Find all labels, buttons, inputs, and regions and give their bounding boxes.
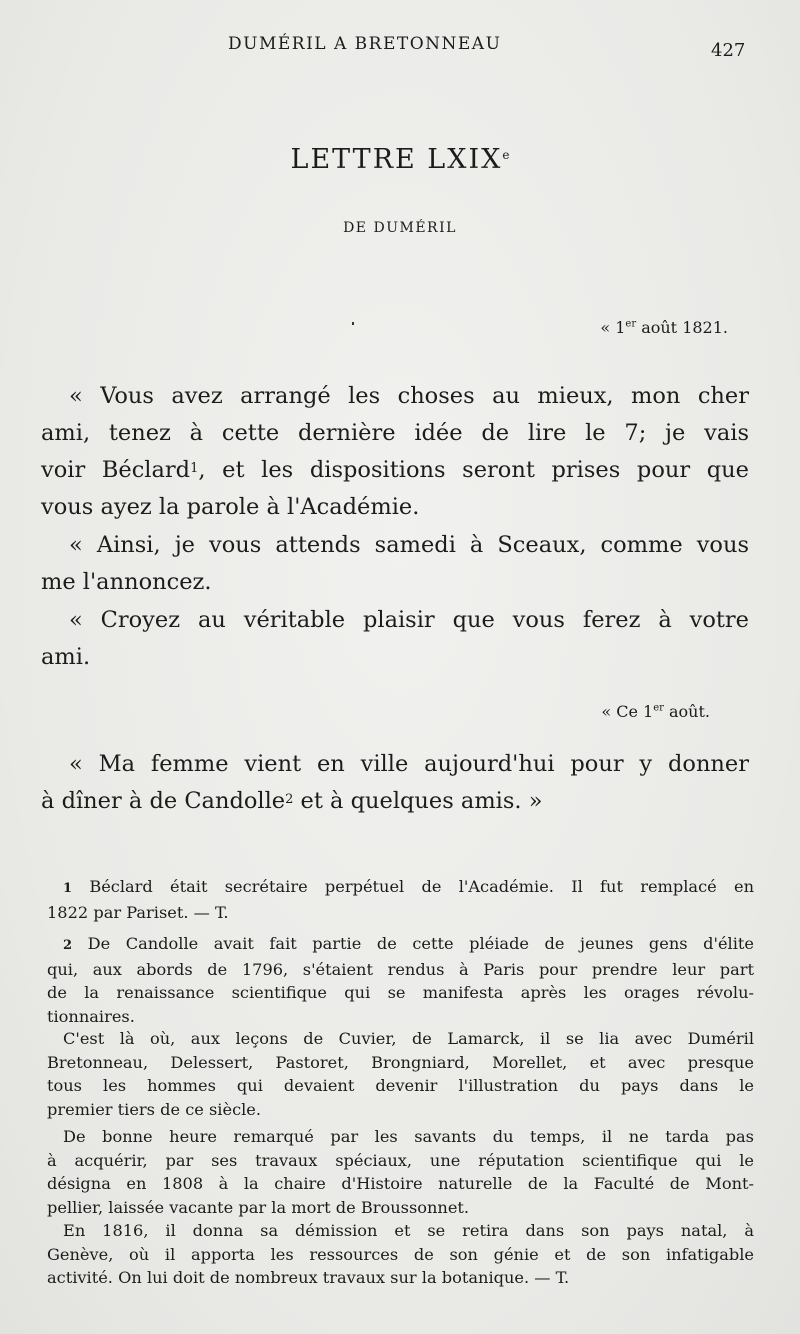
letter-subtitle: DE DUMÉRIL	[343, 220, 457, 236]
footnote-2-line-4: tionnaires.	[47, 1006, 135, 1026]
footnote-2-line-2: qui, aux abords de 1796, s'étaient rendus à Paris pour prendre leur part	[47, 959, 754, 979]
paragraph-4-line-2	[41, 783, 749, 820]
paragraph-1-line-1: « Vous avez arrangé les choses au mieux, mon cher	[69, 383, 749, 409]
letter-title-suffix: e	[502, 148, 510, 162]
footnote-1	[47, 875, 754, 924]
paragraph-1	[41, 378, 749, 526]
footnote-2-line-3: de la renaissance scientifique qui se manifesta après les orages révolu-	[47, 983, 754, 1003]
dateline-first-suffix: août 1821.	[636, 318, 728, 337]
footnote-ref-1: 1	[190, 461, 199, 476]
footnote-2p2-line-2: Bretonneau, Delessert, Pastoret, Brongniard, Morellet, et avec presque	[47, 1052, 754, 1072]
footnote-1-number: 1	[63, 881, 73, 896]
footnote-2p2-line-1: C'est là où, aux leçons de Cuvier, de Lamarck, il se lia avec Duméril	[63, 1029, 754, 1048]
footnote-2p4-line-3: activité. On lui doit de nombreux travaux sur la botanique. — T.	[47, 1268, 570, 1288]
dateline-second-sup: er	[653, 702, 664, 714]
paragraph-1-line-3b: , et les dispositions seront prises pour que	[198, 457, 749, 483]
footnote-2-line-1-text: De Candolle avait fait partie de cette pléiade de jeunes gens d'élite	[72, 934, 754, 953]
letter-title-text: LETTRE LXIX	[290, 144, 503, 175]
footnote-ref-2: 2	[285, 792, 294, 807]
footnote-2-paragraph-3	[47, 1125, 754, 1219]
footnote-2p2-line-4: premier tiers de ce siècle.	[47, 1099, 262, 1119]
dateline-second-prefix: « Ce 1	[601, 702, 654, 721]
footnote-2p4-line-1: En 1816, il donna sa démission et se retira dans son pays natal, à	[63, 1221, 754, 1240]
footnote-2p3-line-1: De bonne heure remarqué par les savants du temps, il ne tarda pas	[63, 1127, 754, 1146]
paragraph-3	[41, 602, 749, 676]
paragraph-4	[41, 746, 749, 820]
footnote-2	[47, 932, 754, 1028]
paragraph-1-line-3a: voir Béclard	[41, 457, 191, 483]
paragraph-3-line-2: ami.	[41, 644, 91, 670]
footnote-1-line-2: 1822 par Pariset. — T.	[47, 902, 229, 922]
paragraph-4-line-1: « Ma femme vient en ville aujourd'hui pour y donner	[69, 751, 749, 777]
print-speck	[352, 322, 354, 325]
running-head: DUMÉRIL A BRETONNEAU	[228, 34, 502, 54]
letter-title	[0, 144, 800, 175]
footnote-2-paragraph-4	[47, 1219, 754, 1290]
page-number: 427	[711, 40, 746, 61]
paragraph-2-line-1: « Ainsi, je vous attends samedi à Sceaux, comme vous	[69, 532, 749, 558]
footnote-2-number: 2	[63, 938, 73, 953]
footnote-2p3-line-2: à acquérir, par ses travaux spéciaux, une réputation scientifique qui le	[47, 1150, 754, 1170]
paragraph-2-line-2: me l'annoncez.	[41, 569, 212, 595]
footnote-1-line-1-text: Béclard était secrétaire perpétuel de l'Académie. Il fut remplacé en	[72, 877, 754, 896]
paragraph-3-line-1: « Croyez au véritable plaisir que vous ferez à votre	[69, 607, 749, 633]
dateline-first-sup: er	[625, 318, 637, 330]
dateline-first	[600, 318, 728, 337]
dateline-first-prefix: « 1	[600, 318, 626, 337]
footnote-2-line-1	[47, 932, 754, 958]
dateline-second-suffix: août.	[663, 702, 710, 721]
footnote-2p4-line-2: Genève, où il apporta les ressources de son génie et de son infatigable	[47, 1244, 754, 1264]
paragraph-2	[41, 527, 749, 601]
paragraph-1-line-2: ami, tenez à cette dernière idée de lire le 7; je vais	[41, 420, 749, 446]
footnote-2p3-line-4: pellier, laissée vacante par la mort de Broussonnet.	[47, 1197, 470, 1217]
footnote-2p3-line-3: désigna en 1808 à la chaire d'Histoire naturelle de la Faculté de Mont-	[47, 1174, 754, 1194]
footnote-2-paragraph-2	[47, 1027, 754, 1121]
footnote-1-line-1	[47, 875, 754, 901]
dateline-second	[601, 702, 710, 721]
paragraph-1-line-3	[41, 452, 749, 489]
paragraph-1-line-4: vous ayez la parole à l'Académie.	[41, 494, 420, 520]
paragraph-4-line-2b: et à quelques amis. »	[293, 788, 543, 814]
paragraph-4-line-2a: à dîner à de Candolle	[41, 788, 286, 814]
footnote-2p2-line-3: tous les hommes qui devaient devenir l'illustration du pays dans le	[47, 1076, 754, 1096]
